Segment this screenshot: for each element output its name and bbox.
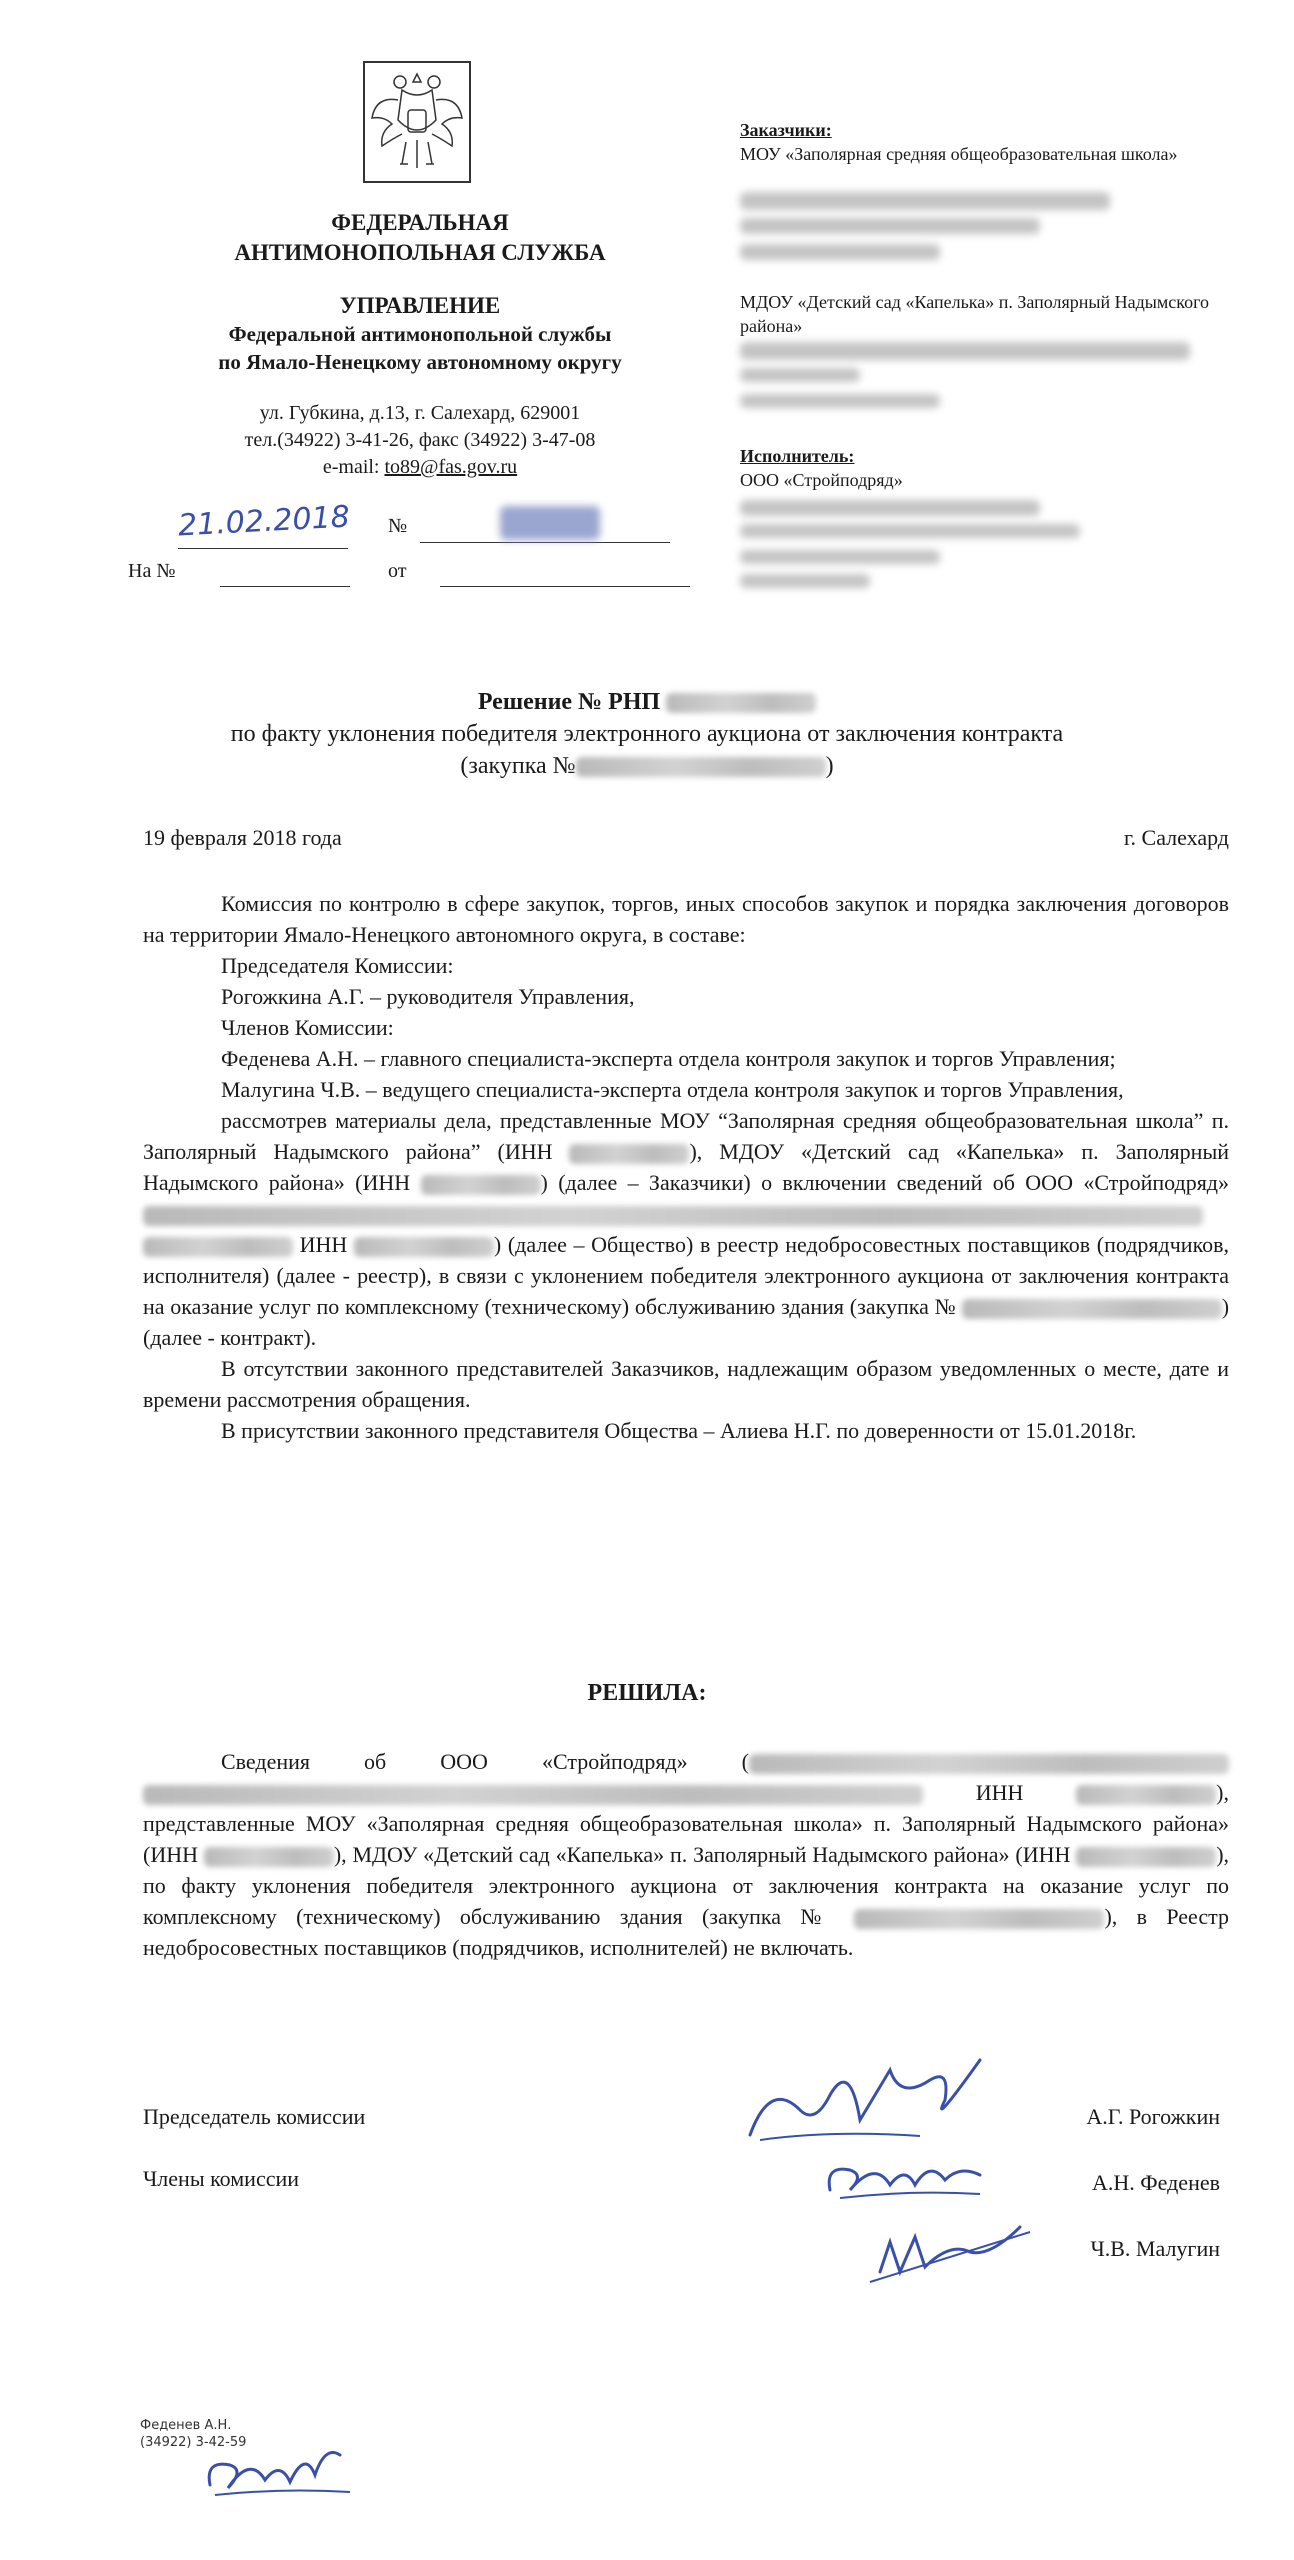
org-address: ул. Губкина, д.13, г. Салехард, 629001 <box>259 402 581 424</box>
redacted-address-3a <box>740 500 1040 516</box>
redacted-address-1a <box>740 192 1110 210</box>
ot-label: от <box>388 560 407 582</box>
redacted-address-3b <box>740 524 1080 538</box>
org-department <box>140 292 700 376</box>
redacted-address-2b <box>740 368 860 382</box>
number-label: № <box>388 515 408 537</box>
redacted-inn-5 <box>204 1847 334 1867</box>
chair-signature <box>740 2040 1000 2160</box>
org-address-block <box>140 400 700 481</box>
redacted-address-1b <box>740 218 1040 234</box>
redacted-decision-number <box>666 693 816 713</box>
chair-heading: Председателя Комиссии: <box>221 953 454 978</box>
chair-person: Рогожкина А.Г. – руководителя Управления, <box>221 984 635 1009</box>
redacted-inn-3 <box>354 1237 494 1257</box>
chair-label: Председатель комиссии <box>143 2104 366 2129</box>
executor-heading: Исполнитель: <box>740 446 855 466</box>
members-label: Члены комиссии <box>143 2166 300 2191</box>
org-name <box>140 208 700 268</box>
footer-phone: (34922) 3-42-59 <box>140 2435 247 2450</box>
org-line2: АНТИМОНОПОЛЬНАЯ СЛУЖБА <box>234 240 606 265</box>
member2: Малугина Ч.В. – ведущего специалиста-эксперта отдела контроля закупок и торгов Управления, <box>221 1077 1124 1102</box>
dept-line2: Федеральной антимонопольной службы <box>228 322 612 346</box>
redacted-inn-6 <box>1076 1847 1216 1867</box>
redacted-address-1c <box>740 244 940 260</box>
redacted-purchase-number-3 <box>854 1909 1104 1929</box>
member1-name: А.Н. Феденев <box>1091 2170 1220 2195</box>
redacted-inn-1 <box>569 1144 689 1164</box>
footer-author: Феденев А.Н. <box>140 2418 232 2433</box>
redacted-purchase-number-2 <box>962 1299 1222 1319</box>
dept-line1: УПРАВЛЕНИЕ <box>339 293 501 318</box>
number-line <box>420 542 670 543</box>
redacted-company-address-3 <box>749 1754 1229 1774</box>
chair-name: А.Г. Рогожкин <box>1086 2104 1220 2129</box>
redacted-purchase-number <box>576 757 826 777</box>
customer2-block <box>740 290 1240 338</box>
purchase-prefix: (закупка № <box>460 753 576 779</box>
ot-line <box>440 586 690 587</box>
org-line1: ФЕДЕРАЛЬНАЯ <box>331 210 509 235</box>
na-line <box>220 586 350 587</box>
redacted-company-address-4 <box>143 1785 923 1805</box>
emblem-icon <box>362 60 472 184</box>
member1: Феденева А.Н. – главного специалиста-эксперта отдела контроля закупок и торгов Управления; <box>221 1046 1116 1071</box>
customers-heading: Заказчики: <box>740 120 832 140</box>
redacted-inn-4 <box>1076 1785 1216 1805</box>
absence-paragraph: В отсутствии законного представителей Заказчиков, надлежащим образом уведомленных о месте, дате и времени рассмотрения обращения. <box>143 1356 1229 1412</box>
date-line <box>178 548 348 549</box>
email-label: e-mail: <box>322 456 380 478</box>
redacted-number <box>500 506 600 540</box>
redacted-address-3d <box>740 574 870 588</box>
decision-paragraph: Сведения об ООО «Стройподряд» ( ИНН ), представленные МОУ «Заполярная средняя общеобразовательная школа» п. Заполярный Надымского района» (ИНН ), МДОУ «Детский сад «Капелька» п. Заполярный Надымского района» (ИНН ), по факту уклонения победителя электронного аукциона от заключения контракта на оказание услуг по комплексному (техническому) обслуживанию здания (закупка № ), в Реестр недобросовестных поставщиков (подрядчиков, исполнителей) не включать. <box>143 1749 1230 1960</box>
redacted-address-2c <box>740 394 940 408</box>
customers-block <box>740 118 1240 166</box>
footer-signature <box>200 2440 360 2510</box>
decision-heading: РЕШИЛА: <box>587 1680 707 1706</box>
customer2-name: МДОУ «Детский сад «Капелька» п. Заполярный Надымского района» <box>740 292 1210 336</box>
decision-title <box>0 686 1294 782</box>
members-heading: Членов Комиссии: <box>221 1015 394 1040</box>
decision-subject: по факту уклонения победителя электронного аукциона от заключения контракта <box>230 721 1064 747</box>
org-email-row <box>140 454 700 481</box>
dept-line3: по Ямало-Ненецкому автономному округу <box>218 350 622 374</box>
redacted-address-2a <box>740 342 1190 360</box>
handwritten-date: 21.02.2018 <box>177 499 351 544</box>
decision-city: г. Салехард <box>1123 825 1229 850</box>
member1-signature <box>820 2150 990 2210</box>
email-link[interactable]: to89@fas.gov.ru <box>384 456 518 478</box>
redacted-inn-2 <box>421 1175 541 1195</box>
decision-number-label: Решение № РНП <box>477 689 661 715</box>
decision-date: 19 февраля 2018 года <box>143 825 342 850</box>
purchase-suffix: ) <box>825 753 834 779</box>
member2-name: Ч.В. Малугин <box>1090 2236 1220 2261</box>
decision-text <box>143 1746 1229 1963</box>
commission-intro: Комиссия по контролю в сфере закупок, торгов, иных способов закупок и порядка заключения договоров на территории Ямало-Ненецкого автономного округа, в составе: <box>143 891 1229 947</box>
executor-block <box>740 444 1240 492</box>
dateline <box>143 822 1229 853</box>
redacted-address-3c <box>740 550 940 564</box>
executor-name: ООО «Стройподряд» <box>740 470 903 490</box>
redacted-company-address-2 <box>143 1237 293 1257</box>
decision-body <box>143 888 1229 1446</box>
presence-paragraph: В присутствии законного представителя Общества – Алиева Н.Г. по доверенности от 15.01.2018г. <box>221 1418 1137 1443</box>
org-phone: тел.(34922) 3-41-26, факс (34922) 3-47-08 <box>244 429 596 451</box>
na-label: На № <box>128 560 176 582</box>
redacted-company-address-1 <box>143 1206 1203 1226</box>
customer1-name: МОУ «Заполярная средняя общеобразовательная школа» <box>740 144 1178 164</box>
review-paragraph: рассмотрев материалы дела, представленные МОУ “Заполярная средняя общеобразовательная школа” п. Заполярный Надымского района” (ИНН ), МДОУ «Детский сад «Капелька» п. Заполярный Надымского района» (ИНН ) (далее – Заказчики) о включении сведений об ООО «Стройподряд» ИНН ) (далее – Общество) в реестр недобросовестных поставщиков (подрядчиков, исполнителя) (далее - реестр), в связи с уклонением победителя электронного аукциона от заключения контракта на оказание услуг по комплексному (техническому) обслуживанию здания (закупка № ) (далее - контракт). <box>143 1108 1230 1350</box>
member2-signature <box>860 2212 1040 2292</box>
